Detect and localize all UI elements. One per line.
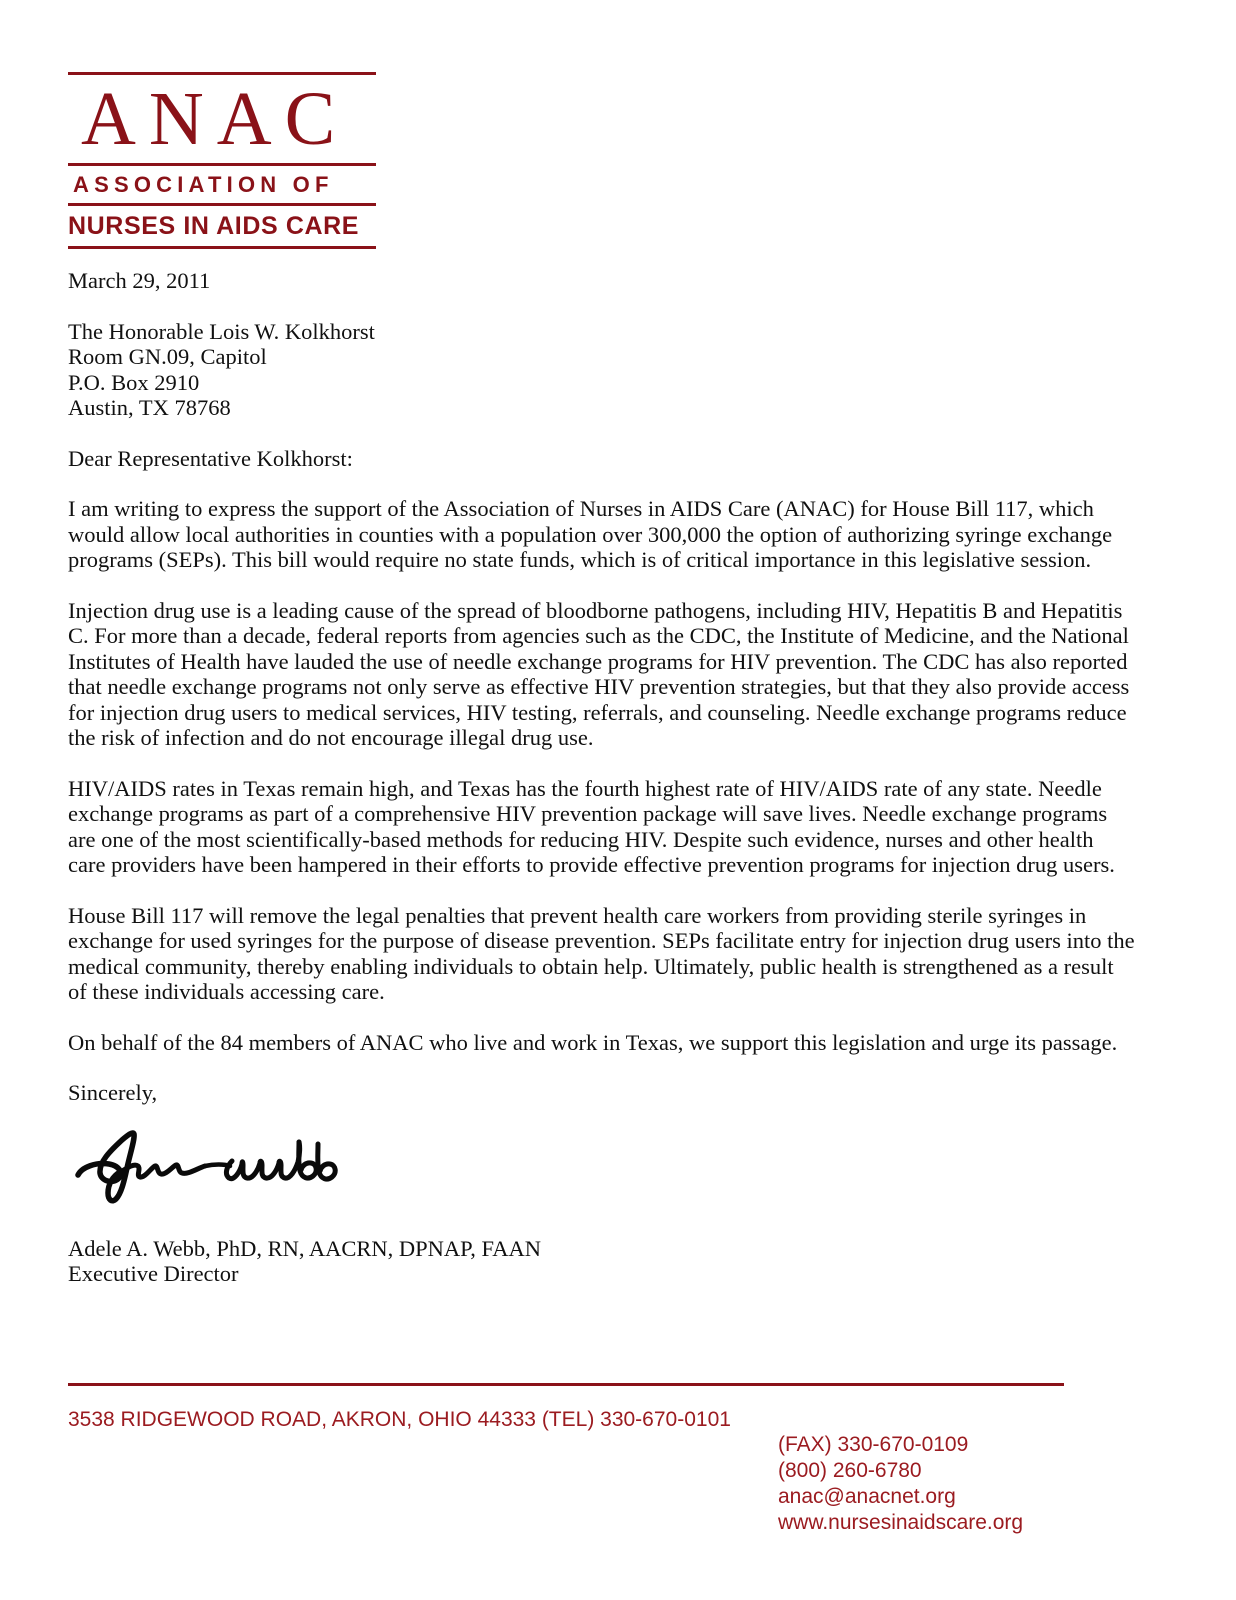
- body-paragraph: Injection drug use is a leading cause of the spread of bloodborne pathogens, including HIV, Hepatitis B and Hepatitis C. For more than a decade, federal reports from agencies such as the CDC, the Institute of Medicine, and the National Institutes of Health have lauded the use of needle exchange programs for HIV prevention. The CDC has also reported that needle exchange programs not only serve as effective HIV prevention strategies, but that they also provide access for injection drug users to medical services, HIV testing, referrals, and counseling. Needle exchange programs reduce the risk of infection and do not encourage illegal drug use.: [68, 597, 1130, 750]
- closing-salutation: Sincerely,: [68, 1080, 158, 1105]
- recipient-po-box: P.O. Box 2910: [68, 369, 200, 395]
- footer-fax: (FAX) 330-670-0109: [778, 1433, 969, 1456]
- logo-acronym: ANAC: [81, 77, 349, 161]
- logo-association-of-text: ASSOCIATION OF: [73, 172, 334, 197]
- spacer: [68, 573, 1136, 598]
- salutation: Dear Representative Kolkhorst:: [68, 445, 353, 471]
- signer-title: Executive Director: [68, 1261, 239, 1286]
- spacer: [68, 1055, 1136, 1080]
- body-paragraph: On behalf of the 84 members of ANAC who live and work in Texas, we support this legislation and urge its passage.: [68, 1029, 1118, 1055]
- footer-address: 3538 RIDGEWOOD ROAD, AKRON, OHIO 44333 (TEL) 330-670-0101: [68, 1408, 731, 1431]
- handwritten-signature: [72, 1118, 352, 1208]
- spacer: [68, 1005, 1136, 1030]
- logo-rule-bottom: [68, 246, 376, 249]
- body-paragraph: HIV/AIDS rates in Texas remain high, and Texas has the fourth highest rate of HIV/AIDS rate of any state. Needle exchange programs as part of a comprehensive HIV prevention package will save lives. Needle exchange programs are one of the most scientifically-based methods for reducing HIV. Despite such evidence, nurses and other health care providers have been hampered in their efforts to provide effective prevention programs for injection drug users.: [68, 775, 1115, 877]
- spacer: [68, 878, 1136, 903]
- logo-nurses-in-aids-care-text: NURSES IN AIDS CARE: [68, 212, 360, 240]
- footer-toll-free-phone: (800) 260-6780: [778, 1459, 922, 1482]
- footer-email[interactable]: anac@anacnet.org: [778, 1485, 956, 1508]
- spacer: [68, 471, 1136, 496]
- recipient-room: Room GN.09, Capitol: [68, 344, 267, 369]
- spacer: [68, 294, 1136, 319]
- footer-contact-block: [778, 1432, 1023, 1536]
- footer-divider-rule: [68, 1383, 1064, 1386]
- spacer: [68, 751, 1136, 776]
- signer-name: Adele A. Webb, PhD, RN, AACRN, DPNAP, FAAN: [68, 1235, 542, 1261]
- letterhead-logo: [68, 72, 376, 249]
- body-paragraph: House Bill 117 will remove the legal penalties that prevent health care workers from providing sterile syringes in exchange for used syringes for the purpose of disease prevention. SEPs facilitate entry for injection drug users into the medical community, thereby enabling individuals to obtain help. Ultimately, public health is strengthened as a result of these individuals accessing care.: [68, 902, 1135, 1004]
- letter-date: March 29, 2011: [68, 268, 211, 293]
- footer-website[interactable]: www.nursesinaidscare.org: [778, 1511, 1024, 1534]
- recipient-name: The Honorable Lois W. Kolkhorst: [68, 318, 375, 344]
- body-paragraph: I am writing to express the support of the Association of Nurses in AIDS Care (ANAC) for House Bill 117, which would allow local authorities in counties with a population over 300,000 the option of authorizing syringe exchange programs (SEPs). This bill would require no state funds, which is of critical importance in this legislative session.: [68, 496, 1113, 572]
- spacer: [68, 421, 1136, 446]
- recipient-city-state-zip: Austin, TX 78768: [68, 395, 231, 420]
